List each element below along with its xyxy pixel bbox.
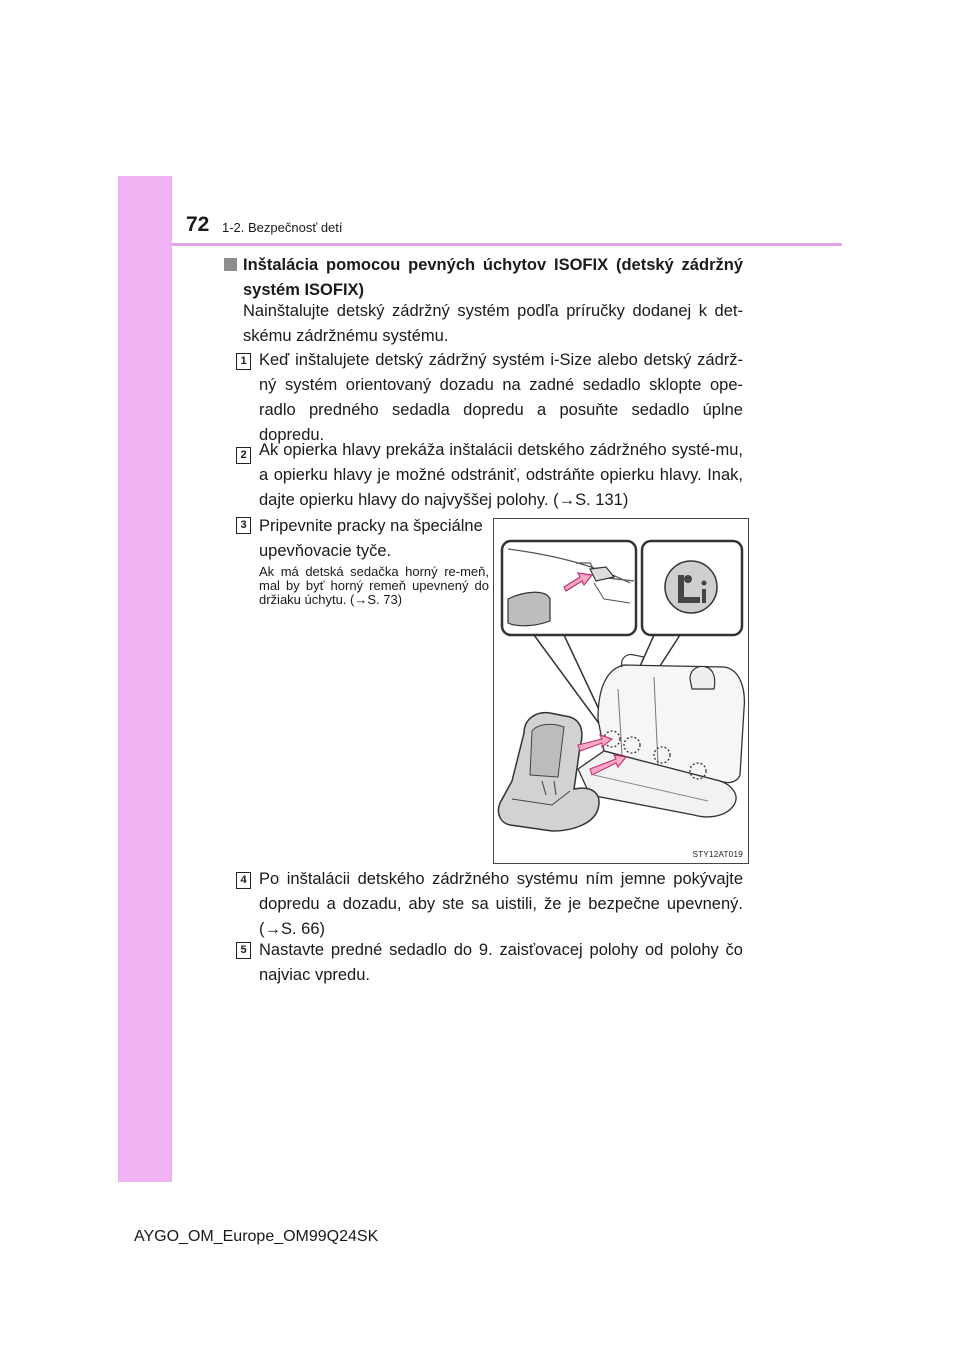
step-text: Ak opierka hlavy prekáža inštalácii detského zádržného systé-mu, a opierku hlavy je možné odstrániť, odstráňte opierku hlavy. Inak, dajte opierku hlavy do najvyššej polohy. (→S. 131) [259,441,743,509]
figure-code: STY12AT019 [692,850,743,859]
chapter-title: 1-2. Bezpečnosť detí [222,220,343,235]
heading-square-icon [224,258,237,271]
header-rule [172,243,842,246]
step-number-badge: 5 [236,942,251,959]
step-number-badge: 2 [236,447,251,464]
step-number-badge: 1 [236,353,251,370]
step-text: Po inštalácii detského zádržného systému ním jemne pokývajte dopredu a dozadu, aby ste sa uistili, že je bezpečne upevnený. (→S. 66) [259,870,743,938]
section-intro: Nainštalujte detský zádržný systém podľa príručky dodanej k det-skému zádržnému systému. [243,302,743,345]
side-color-strip [118,176,172,1182]
child-seat-back-panel [530,724,564,777]
document-footer: AYGO_OM_Europe_OM99Q24SK [134,1228,379,1245]
isofix-child-head-glyph [684,575,692,583]
isofix-i-dot-glyph [702,581,707,586]
section-heading: Inštalácia pomocou pevných úchytov ISOFIX (detský zádržný systém ISOFIX) [243,256,743,299]
page-number: 72 [186,213,210,236]
isofix-illustration [493,518,749,864]
step-text: Pripevnite pracky na špeciálne upevňovacie tyče. [259,517,483,560]
isofix-symbol-icon [665,561,717,613]
step-text: Nastavte predné sedadlo do 9. zaisťovacej polohy od polohy čo najviac vpredu. [259,941,743,984]
step-number-badge: 3 [236,517,251,534]
rear-headrest [690,667,715,690]
latch-connector [508,592,550,626]
step-number-badge: 4 [236,872,251,889]
child-seat-installation-drawing [494,519,748,863]
step-note: Ak má detská sedačka horný re-meň, mal by byť horný remeň upevnený do držiaku úchytu. (→S. 73) [259,564,489,607]
isofix-i-glyph [702,589,706,603]
step-text: Keď inštalujete detský zádržný systém i-Size alebo detský zádrž-ný systém orientovaný dozadu na zadné sedadlo sklopte ope-radlo predného sedadla dopredu a posuňte sedadlo úplne dopredu. [259,351,743,444]
